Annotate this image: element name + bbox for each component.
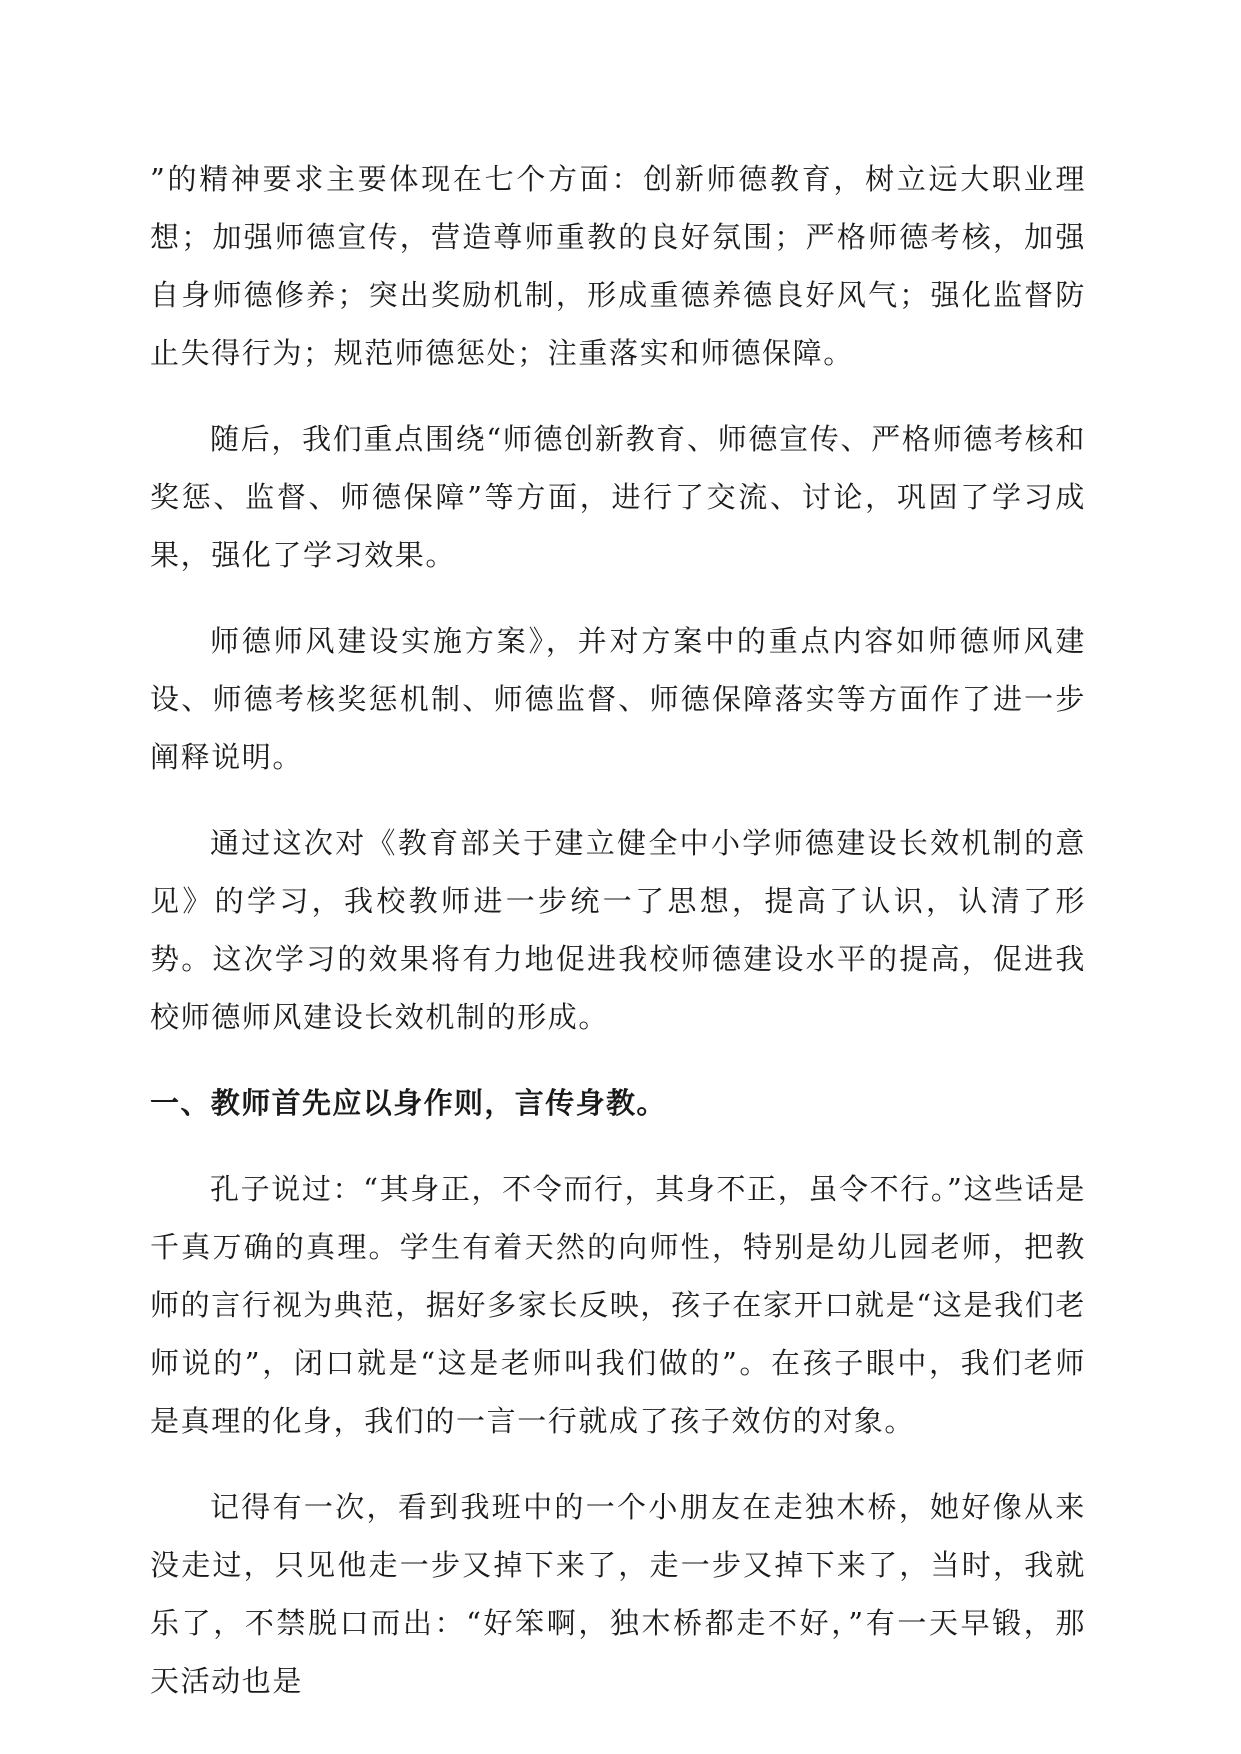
document-page [150,150,1086,1738]
paragraph-discussion: 随后，我们重点围绕“师德创新教育、师德宣传、严格师德考核和奖惩、监督、师德保障”等方面，进行了交流、讨论，巩固了学习成果，强化了学习效果。 [150,422,1086,572]
section-heading-lead-by-example: 一、教师首先应以身作则，言传身教。 [150,1086,667,1120]
paragraph-implementation-plan: 师德师风建设实施方案》，并对方案中的重点内容如师德师风建设、师德考核奖惩机制、师德监督、师德保障落实等方面作了进一步阐释说明。 [150,624,1086,774]
paragraph-study-outcome: 通过这次对《教育部关于建立健全中小学师德建设长效机制的意见》的学习，我校教师进一步统一了思想，提高了认识，认清了形势。这次学习的效果将有力地促进我校师德建设水平的提高，促进我校师德师风建设长效机制的形成。 [150,826,1086,1034]
paragraph-confucius-quote: 孔子说过：“其身正，不令而行，其身不正，虽令不行。”这些话是千真万确的真理。学生有着天然的向师性，特别是幼儿园老师，把教师的言行视为典范，据好多家长反映，孩子在家开口就是“这是我们老师说的”，闭口就是“这是老师叫我们做的”。在孩子眼中，我们老师是真理的化身，我们的一言一行就成了孩子效仿的对象。 [150,1172,1086,1438]
paragraph-seven-aspects: ”的精神要求主要体现在七个方面：创新师德教育，树立远大职业理想；加强师德宣传，营造尊师重教的良好氛围；严格师德考核，加强自身师德修养；突出奖励机制，形成重德养德良好风气；强化监督防止失得行为；规范师德惩处；注重落实和师德保障。 [150,162,1086,370]
paragraph-balance-beam-story: 记得有一次，看到我班中的一个小朋友在走独木桥，她好像从来没走过，只见他走一步又掉下来了，走一步又掉下来了，当时，我就乐了，不禁脱口而出：“好笨啊，独木桥都走不好，”有一天早锻，那天活动也是 [150,1490,1086,1698]
